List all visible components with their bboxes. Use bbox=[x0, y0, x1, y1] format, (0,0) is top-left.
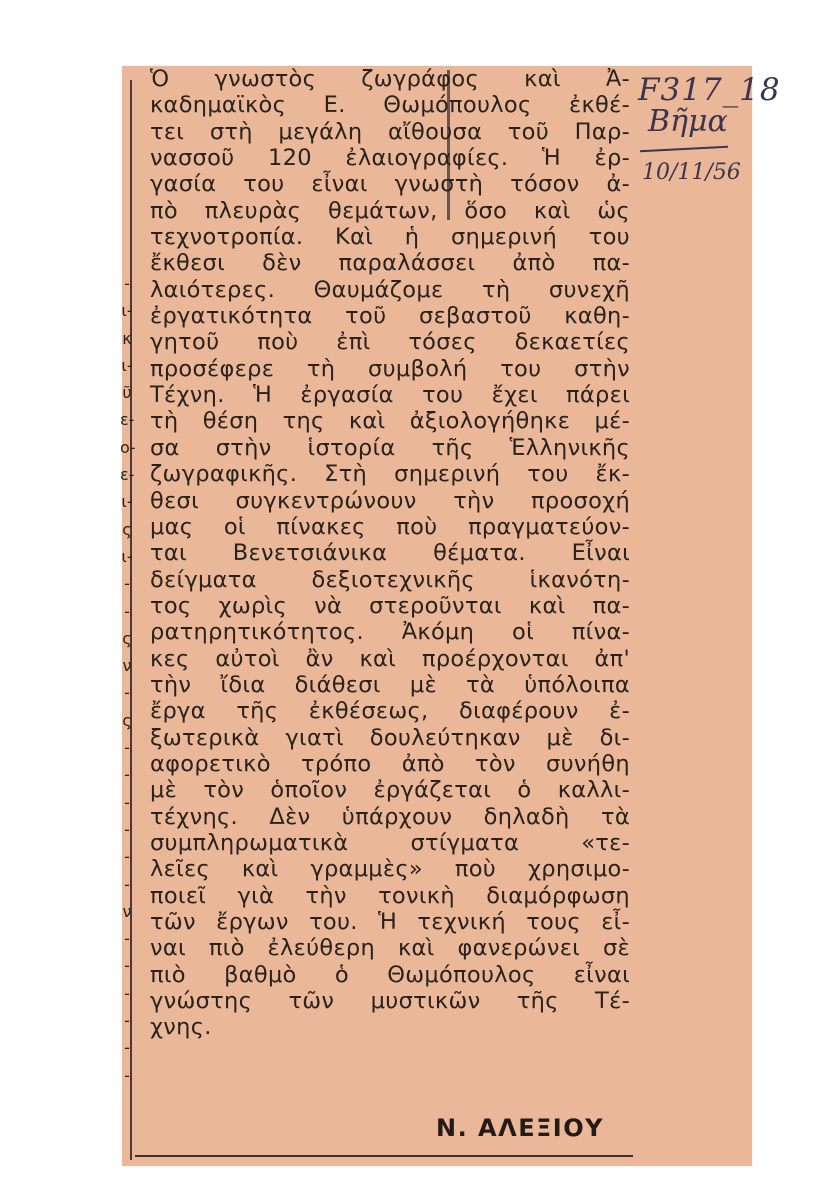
fragment-glyph: ι- bbox=[121, 355, 133, 375]
article-line: τῶν ἔργων του. Ἡ τεχνική τους εἶ- bbox=[150, 909, 630, 935]
article-line: νασσοῦ 120 ἐλαιογραφίες. Ἡ ἐρ- bbox=[150, 145, 630, 172]
article-line: προσέφερε τὴ συμβολή του στὴν bbox=[150, 355, 630, 382]
fragment-glyph: ῦ bbox=[122, 383, 132, 403]
article-line: Ὁ γνωστὸς ζωγράφος καὶ Ἀ- bbox=[150, 66, 630, 92]
fragment-glyph: - bbox=[124, 683, 130, 703]
fragment-glyph: - bbox=[124, 847, 130, 867]
fragment-glyph: - bbox=[124, 792, 130, 812]
article-line: τέχνης. Δὲν ὑπάρχουν δηλαδὴ τὰ bbox=[150, 803, 630, 830]
article-line: ποιεῖ γιὰ τὴν τονικὴ διαμόρφωση bbox=[150, 882, 630, 909]
article-line: τει στὴ μεγάλη αἴθουσα τοῦ Παρ- bbox=[150, 118, 630, 145]
article-line: χνης. bbox=[150, 1014, 212, 1041]
article-line: λεῖες καὶ γραμμὲς» ποὺ χρησιμο- bbox=[150, 856, 630, 883]
article-line: πὸ πλευρὰς θεμάτων, ὅσο καὶ ὡς bbox=[150, 197, 630, 224]
article-line: λαιότερες. Θαυμάζομε τὴ συνεχῆ bbox=[150, 276, 630, 303]
adjacent-column-fragments bbox=[120, 270, 134, 1090]
fragment-glyph: - bbox=[124, 983, 130, 1003]
handwritten-date: 10/11/56 bbox=[642, 160, 741, 185]
column-rule-bottom bbox=[135, 1155, 633, 1157]
article-line: ἐργατικότητα τοῦ σεβαστοῦ καθη- bbox=[150, 303, 630, 330]
article-line: ρατηρητικότητος. Ἀκόμη οἱ πίνα- bbox=[150, 619, 630, 646]
fragment-glyph: ς bbox=[122, 628, 132, 648]
fragment-glyph: - bbox=[124, 1038, 130, 1058]
article-byline: Ν. ΑΛΕΞΙΟΥ bbox=[436, 1114, 604, 1142]
article-line: γασία του εἶναι γνωστὴ τόσον ἀ- bbox=[150, 171, 630, 198]
article-line: ται Βενετσιάνικα θέματα. Εἶναι bbox=[150, 540, 630, 567]
fragment-glyph: - bbox=[124, 738, 130, 758]
fragment-glyph: - bbox=[124, 874, 130, 894]
fragment-glyph: - bbox=[124, 1065, 130, 1085]
handwritten-reference: F317_18 bbox=[638, 72, 781, 108]
handwritten-newspaper-name: Βῆμα bbox=[648, 104, 728, 139]
fragment-glyph: - bbox=[124, 601, 130, 621]
fragment-glyph: ν bbox=[122, 656, 132, 676]
article-line: συμπληρωματικὰ στίγματα «τε- bbox=[150, 829, 630, 856]
article-line: μὲ τὸν ὁποῖον ἐργάζεται ὁ καλλι- bbox=[150, 777, 630, 804]
article-line: τὴν ἴδια διάθεσι μὲ τὰ ὑπόλοιπα bbox=[150, 671, 630, 698]
article-line: τεχνοτροπία. Καὶ ἡ σημερινή του bbox=[150, 224, 630, 251]
fragment-glyph: ι- bbox=[121, 492, 133, 512]
article-line: σα στὴν ἱστορία τῆς Ἑλληνικῆς bbox=[150, 434, 630, 461]
article-line: ἔργα τῆς ἐκθέσεως, διαφέρουν ἐ- bbox=[150, 698, 630, 725]
fragment-glyph: - bbox=[124, 765, 130, 785]
article-line: θεσι συγκεντρώνουν τὴν προσοχή bbox=[150, 487, 630, 514]
article-line: γνώστης τῶν μυστικῶν τῆς Τέ- bbox=[150, 988, 630, 1015]
fragment-glyph: ο- bbox=[120, 437, 136, 457]
article-line: δείγματα δεξιοτεχνικῆς ἱκανότη- bbox=[150, 566, 630, 593]
article-line: ζωγραφικῆς. Στὴ σημερινή του ἔκ- bbox=[150, 461, 630, 488]
fragment-glyph: ε- bbox=[120, 465, 135, 485]
article-line: κες αὐτοὶ ἂν καὶ προέρχονται ἀπ' bbox=[150, 645, 630, 672]
fragment-glyph: ι- bbox=[121, 546, 133, 566]
article-line: Τέχνη. Ἡ ἐργασία του ἔχει πάρει bbox=[150, 382, 630, 409]
article-line: ἔκθεσι δὲν παραλάσσει ἀπὸ πα- bbox=[150, 250, 630, 277]
article-line: ναι πιὸ ἐλεύθερη καὶ φανερώνει σὲ bbox=[150, 935, 630, 962]
fragment-glyph: - bbox=[124, 574, 130, 594]
article-line: τὴ θέση της καὶ ἀξιολογήθηκε μέ- bbox=[150, 408, 630, 435]
fragment-glyph: ς bbox=[122, 710, 132, 730]
fragment-glyph: ε- bbox=[120, 410, 135, 430]
fragment-glyph: - bbox=[124, 929, 130, 949]
article-line: τος χωρὶς νὰ στεροῦνται καὶ πα- bbox=[150, 592, 630, 619]
article-line: αφορετικὸ τρόπο ἀπὸ τὸν συνήθη bbox=[150, 750, 630, 777]
fragment-glyph: ι- bbox=[121, 301, 133, 321]
article-line: γητοῦ ποὺ ἐπὶ τόσες δεκαετίες bbox=[150, 329, 630, 356]
fragment-glyph: ς bbox=[122, 519, 132, 539]
fragment-glyph: κ bbox=[122, 328, 132, 348]
article-body bbox=[150, 66, 630, 1041]
article-line: μας οἱ πίνακες ποὺ πραγματεύον- bbox=[150, 513, 630, 540]
fragment-glyph: - bbox=[124, 274, 130, 293]
fragment-glyph: - bbox=[124, 819, 130, 839]
article-line: ξωτερικὰ γιατὶ δουλεύτηκαν μὲ δι- bbox=[150, 724, 630, 751]
fragment-glyph: - bbox=[124, 956, 130, 976]
fragment-glyph: - bbox=[124, 1011, 130, 1031]
article-line: πιὸ βαθμὸ ὁ Θωμόπουλος εἶναι bbox=[150, 961, 630, 988]
fragment-glyph: ν bbox=[122, 901, 132, 921]
article-line: καδημαϊκὸς Ε. Θωμόπουλος ἐκθέ- bbox=[150, 92, 630, 119]
